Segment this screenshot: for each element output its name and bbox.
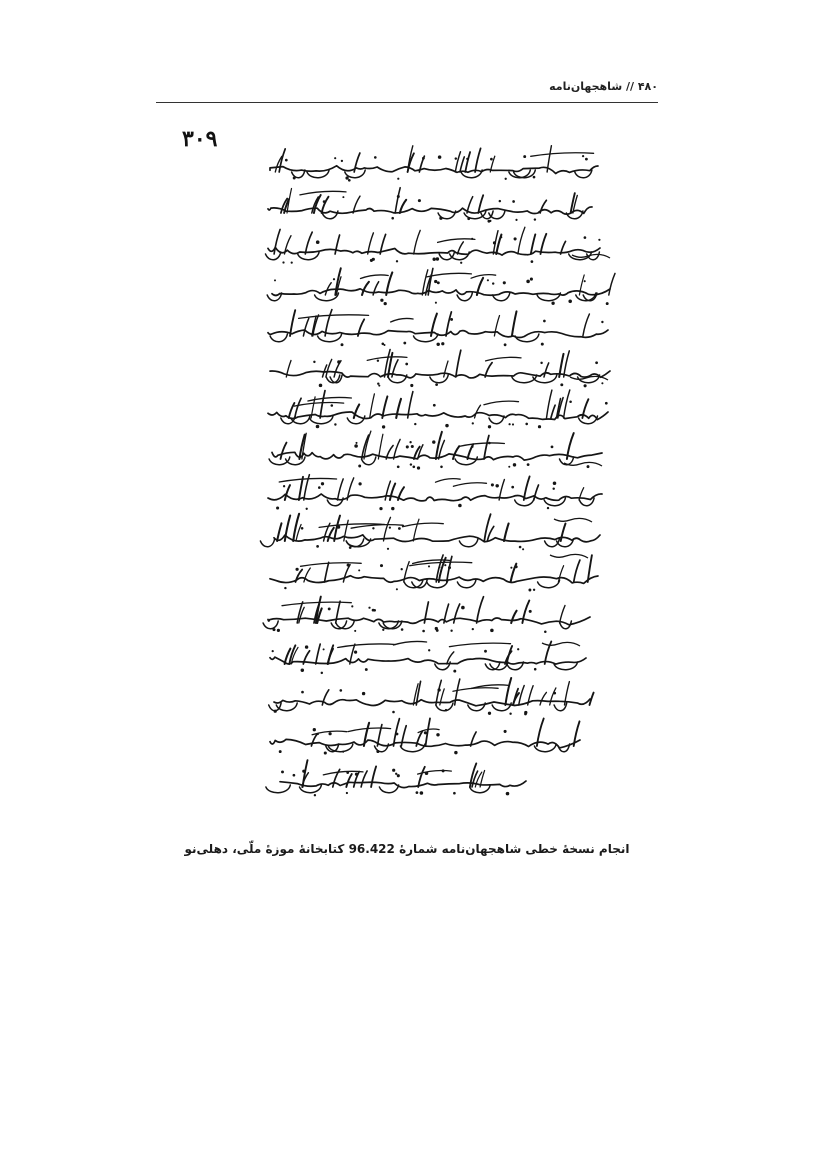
ink-dot <box>418 199 421 202</box>
ink-dot <box>305 645 308 648</box>
ink-dot <box>560 383 563 386</box>
ink-dot <box>552 487 554 489</box>
ink-dot <box>534 668 537 671</box>
manuscript-line <box>270 350 610 383</box>
ink-dot <box>392 769 395 772</box>
ink-dot <box>510 567 512 569</box>
ink-dot <box>373 609 376 612</box>
ink-dot <box>601 321 603 323</box>
ink-dot <box>526 280 530 284</box>
ink-dot <box>436 343 439 346</box>
ink-dot <box>495 484 498 487</box>
ink-dot <box>283 485 285 487</box>
ink-dot <box>541 343 544 346</box>
ink-dot <box>584 384 587 387</box>
ink-dot <box>440 466 443 469</box>
ink-dot <box>342 751 344 753</box>
ink-dot <box>428 565 430 567</box>
ink-dot <box>504 343 507 346</box>
manuscript-line <box>268 390 608 424</box>
ink-dot <box>387 548 389 550</box>
ink-dot <box>422 157 425 160</box>
ink-dot <box>488 425 491 428</box>
ink-dot <box>409 441 411 443</box>
ink-dot <box>512 423 514 425</box>
ink-dot <box>528 589 531 592</box>
ink-dot <box>606 302 609 305</box>
ink-dot <box>543 320 546 323</box>
ink-dot <box>314 794 316 796</box>
ink-dot <box>285 159 288 162</box>
ink-dot <box>601 382 603 384</box>
ink-dot <box>306 508 308 510</box>
ink-dot <box>584 236 587 239</box>
ink-dot <box>396 260 398 262</box>
ink-dot <box>487 279 489 281</box>
ink-dot <box>321 672 323 674</box>
ink-dot <box>274 279 276 281</box>
ink-dot <box>472 628 474 630</box>
ink-dot <box>512 200 515 203</box>
ink-dot <box>442 769 445 772</box>
ink-dot <box>380 564 383 567</box>
marginal-note <box>542 642 580 646</box>
ink-dot <box>291 262 293 264</box>
ink-dot <box>422 630 425 633</box>
ink-dot <box>324 751 327 754</box>
ink-dot <box>389 527 391 529</box>
ink-dot <box>530 278 533 281</box>
manuscript-line <box>268 310 608 342</box>
ink-dot <box>380 299 383 302</box>
ink-dot <box>522 548 524 550</box>
ink-dot <box>490 629 494 633</box>
ink-dot <box>318 486 321 489</box>
ink-dot <box>553 482 557 486</box>
ink-dot <box>515 565 518 568</box>
ink-dot <box>349 546 352 549</box>
ink-dot <box>374 156 377 159</box>
ink-dot <box>414 423 416 425</box>
ink-dot <box>587 465 590 468</box>
ink-dot <box>525 423 528 426</box>
ink-dot <box>551 302 554 305</box>
ink-dot <box>354 651 357 654</box>
ink-dot <box>455 157 457 159</box>
ink-dot <box>538 425 541 428</box>
ink-dot <box>397 465 400 468</box>
ink-dot <box>444 564 446 566</box>
manuscript-image <box>140 118 660 830</box>
ink-dot <box>437 281 440 284</box>
ink-dot <box>527 463 530 466</box>
ink-dot <box>346 792 348 794</box>
ink-dot <box>529 610 532 613</box>
ink-dot <box>506 792 510 796</box>
ink-dot <box>293 774 296 777</box>
ink-dot <box>533 589 535 591</box>
folio-number: ۳۰۹ <box>182 126 218 152</box>
ink-dot <box>553 692 556 695</box>
ink-dot <box>277 629 280 632</box>
ink-dot <box>339 689 342 692</box>
ink-dot <box>547 507 549 509</box>
ink-dot <box>509 713 511 715</box>
ink-dot <box>382 629 384 631</box>
ink-dot <box>490 158 493 161</box>
ink-dot <box>428 649 430 651</box>
ink-dot <box>453 670 456 673</box>
ink-dot <box>436 733 439 736</box>
ink-dot <box>420 791 424 795</box>
ink-dot <box>436 257 439 260</box>
ink-dot <box>499 200 501 202</box>
ink-dot <box>487 220 490 223</box>
ink-dot <box>523 155 526 158</box>
ink-dot <box>362 692 365 695</box>
ink-dot <box>511 486 514 489</box>
ink-dot <box>584 280 586 282</box>
ink-dot <box>551 446 554 449</box>
ink-dot <box>272 650 274 652</box>
ink-dot <box>391 507 394 510</box>
ink-dot <box>595 361 598 364</box>
ink-dot <box>365 668 368 671</box>
ink-dot <box>401 568 403 570</box>
ink-dot <box>508 423 510 425</box>
ink-dot <box>471 446 473 448</box>
manuscript-line <box>270 641 586 669</box>
ink-dot <box>491 483 494 486</box>
ink-dot <box>406 445 409 448</box>
ink-dot <box>466 158 468 160</box>
ink-dot <box>434 280 437 283</box>
ink-dot <box>346 771 349 774</box>
ink-dot <box>337 360 340 363</box>
marginal-note <box>572 254 610 258</box>
ink-dot <box>412 465 415 468</box>
ink-dot <box>328 607 331 610</box>
ink-dot <box>492 282 494 284</box>
ink-dot <box>416 791 419 794</box>
ink-dot <box>397 178 399 180</box>
ink-dot <box>345 176 348 179</box>
ink-dot <box>402 525 404 527</box>
ink-dot <box>505 178 507 180</box>
ink-dot <box>540 362 542 364</box>
ink-dot <box>410 463 412 465</box>
ink-dot <box>396 588 398 590</box>
ink-dot <box>401 628 404 631</box>
ink-dot <box>333 278 335 280</box>
ink-dot <box>301 691 304 694</box>
ink-dot <box>293 177 296 180</box>
ink-dot <box>358 465 361 468</box>
ink-dot <box>282 261 284 263</box>
ink-dot <box>370 259 373 262</box>
ink-dot <box>435 302 437 304</box>
ink-dot <box>436 629 439 632</box>
ink-dot <box>488 442 491 445</box>
ink-dot <box>395 773 397 775</box>
ink-dot <box>379 507 382 510</box>
ink-dot <box>334 157 336 159</box>
ink-dot <box>519 546 522 549</box>
manuscript-line <box>270 718 580 751</box>
ink-dot <box>454 751 457 754</box>
ink-dot <box>569 401 572 404</box>
ink-dot <box>317 733 319 735</box>
ink-dot <box>368 607 370 609</box>
manuscript-line <box>260 514 600 547</box>
ink-dot <box>274 710 277 713</box>
ink-dot <box>354 630 356 632</box>
ink-dot <box>341 160 343 162</box>
ink-dot <box>435 383 438 386</box>
marginal-note <box>550 554 588 558</box>
ink-dot <box>531 260 534 263</box>
ink-dot <box>534 218 536 220</box>
ink-dot <box>450 318 453 321</box>
ink-dot <box>342 196 344 198</box>
marginal-note <box>554 518 592 522</box>
ink-dot <box>508 466 510 468</box>
ink-dot <box>398 527 401 530</box>
ink-dot <box>605 402 608 405</box>
image-caption: انجام نسخهٔ خطی شاهجهان‌نامه شمارهٔ 96.422 کتابخانهٔ موزهٔ ملّی، دهلی‌نو <box>184 842 630 856</box>
ink-dot <box>348 179 351 182</box>
manuscript-line <box>268 475 602 506</box>
manuscript-line <box>269 678 594 711</box>
ink-dot <box>568 300 572 304</box>
ink-dot <box>372 527 374 529</box>
ink-dot <box>301 527 304 530</box>
ink-dot <box>458 504 462 508</box>
ink-dot <box>355 773 358 776</box>
ink-dot <box>397 774 400 777</box>
handwritten-text-lines <box>140 118 660 830</box>
ink-dot <box>302 770 305 773</box>
ink-dot <box>334 423 336 425</box>
ink-dot <box>524 713 527 716</box>
ink-dot <box>432 440 435 443</box>
ink-dot <box>441 342 444 345</box>
running-header <box>156 76 658 103</box>
ink-dot <box>433 404 436 407</box>
ink-dot <box>351 605 353 607</box>
marginal-note <box>570 376 608 380</box>
ink-dot <box>347 564 350 567</box>
ink-dot <box>382 425 385 428</box>
ink-dot <box>582 155 584 157</box>
ink-dot <box>313 728 316 731</box>
ink-dot <box>515 219 517 221</box>
ink-dot <box>358 569 360 571</box>
ink-dot <box>585 158 588 161</box>
ink-dot <box>424 731 427 734</box>
ink-dot <box>378 385 380 387</box>
ink-dot <box>439 217 442 220</box>
manuscript-line <box>263 597 590 629</box>
ink-dot <box>513 463 516 466</box>
ink-dot <box>598 239 600 241</box>
ink-dot <box>279 750 282 753</box>
ink-dot <box>514 237 517 240</box>
ink-dot <box>392 711 395 714</box>
ink-dot <box>439 566 441 568</box>
manuscript-line <box>267 268 615 300</box>
ink-dot <box>445 424 448 427</box>
ink-dot <box>493 241 496 244</box>
ink-dot <box>503 281 506 284</box>
ink-dot <box>383 344 385 346</box>
ink-dot <box>377 382 379 384</box>
ink-dot <box>355 442 357 444</box>
ink-dot <box>384 302 387 305</box>
ink-dot <box>461 606 465 610</box>
manuscript-line <box>266 227 601 260</box>
ink-dot <box>517 648 519 650</box>
ink-dot <box>450 630 452 632</box>
ink-dot <box>358 482 361 485</box>
ink-dot <box>316 425 320 429</box>
ink-dot <box>544 630 547 633</box>
ink-dot <box>319 384 323 388</box>
ink-dot <box>472 422 474 424</box>
ink-dot <box>337 525 341 529</box>
ink-dot <box>323 648 325 650</box>
ink-dot <box>437 688 440 691</box>
ink-dot <box>504 730 507 733</box>
ink-dot <box>341 343 344 346</box>
ink-dot <box>377 359 379 361</box>
ink-dot <box>276 506 279 509</box>
ink-dot <box>295 568 298 571</box>
ink-dot <box>448 566 451 569</box>
ink-dot <box>403 342 406 345</box>
ink-dot <box>460 262 462 264</box>
ink-dot <box>425 772 429 776</box>
ink-dot <box>411 445 414 448</box>
ink-dot <box>391 217 394 220</box>
ink-dot <box>445 709 448 712</box>
ink-dot <box>301 669 304 672</box>
ink-dot <box>313 361 315 363</box>
ink-dot <box>396 733 399 736</box>
ink-dot <box>281 770 284 773</box>
ink-dot <box>500 236 502 238</box>
ink-dot <box>471 238 473 240</box>
ink-dot <box>316 545 319 548</box>
ink-dot <box>417 466 420 469</box>
ink-dot <box>453 792 456 795</box>
ink-dot <box>432 257 435 260</box>
ink-dot <box>331 404 334 407</box>
manuscript-line <box>266 760 526 793</box>
ink-dot <box>321 482 324 485</box>
ink-dot <box>323 200 326 203</box>
ink-dot <box>284 587 286 589</box>
ink-dot <box>533 176 536 179</box>
ink-dot <box>354 444 358 448</box>
ink-dot <box>405 363 408 366</box>
ink-dot <box>316 240 320 244</box>
ink-dot <box>438 155 442 159</box>
ink-dot <box>467 217 470 220</box>
ink-dot <box>484 650 487 653</box>
ink-dot <box>410 384 413 387</box>
manuscript-line <box>270 555 598 588</box>
ink-dot <box>488 712 491 715</box>
manuscript-line <box>268 188 592 219</box>
ink-dot <box>329 732 332 735</box>
ink-dot <box>376 750 379 753</box>
running-head-text: ۴۸۰ // شاهجهان‌نامه <box>549 80 658 93</box>
ink-dot <box>272 628 275 631</box>
manuscript-line <box>270 146 598 178</box>
ink-dot <box>397 195 400 198</box>
